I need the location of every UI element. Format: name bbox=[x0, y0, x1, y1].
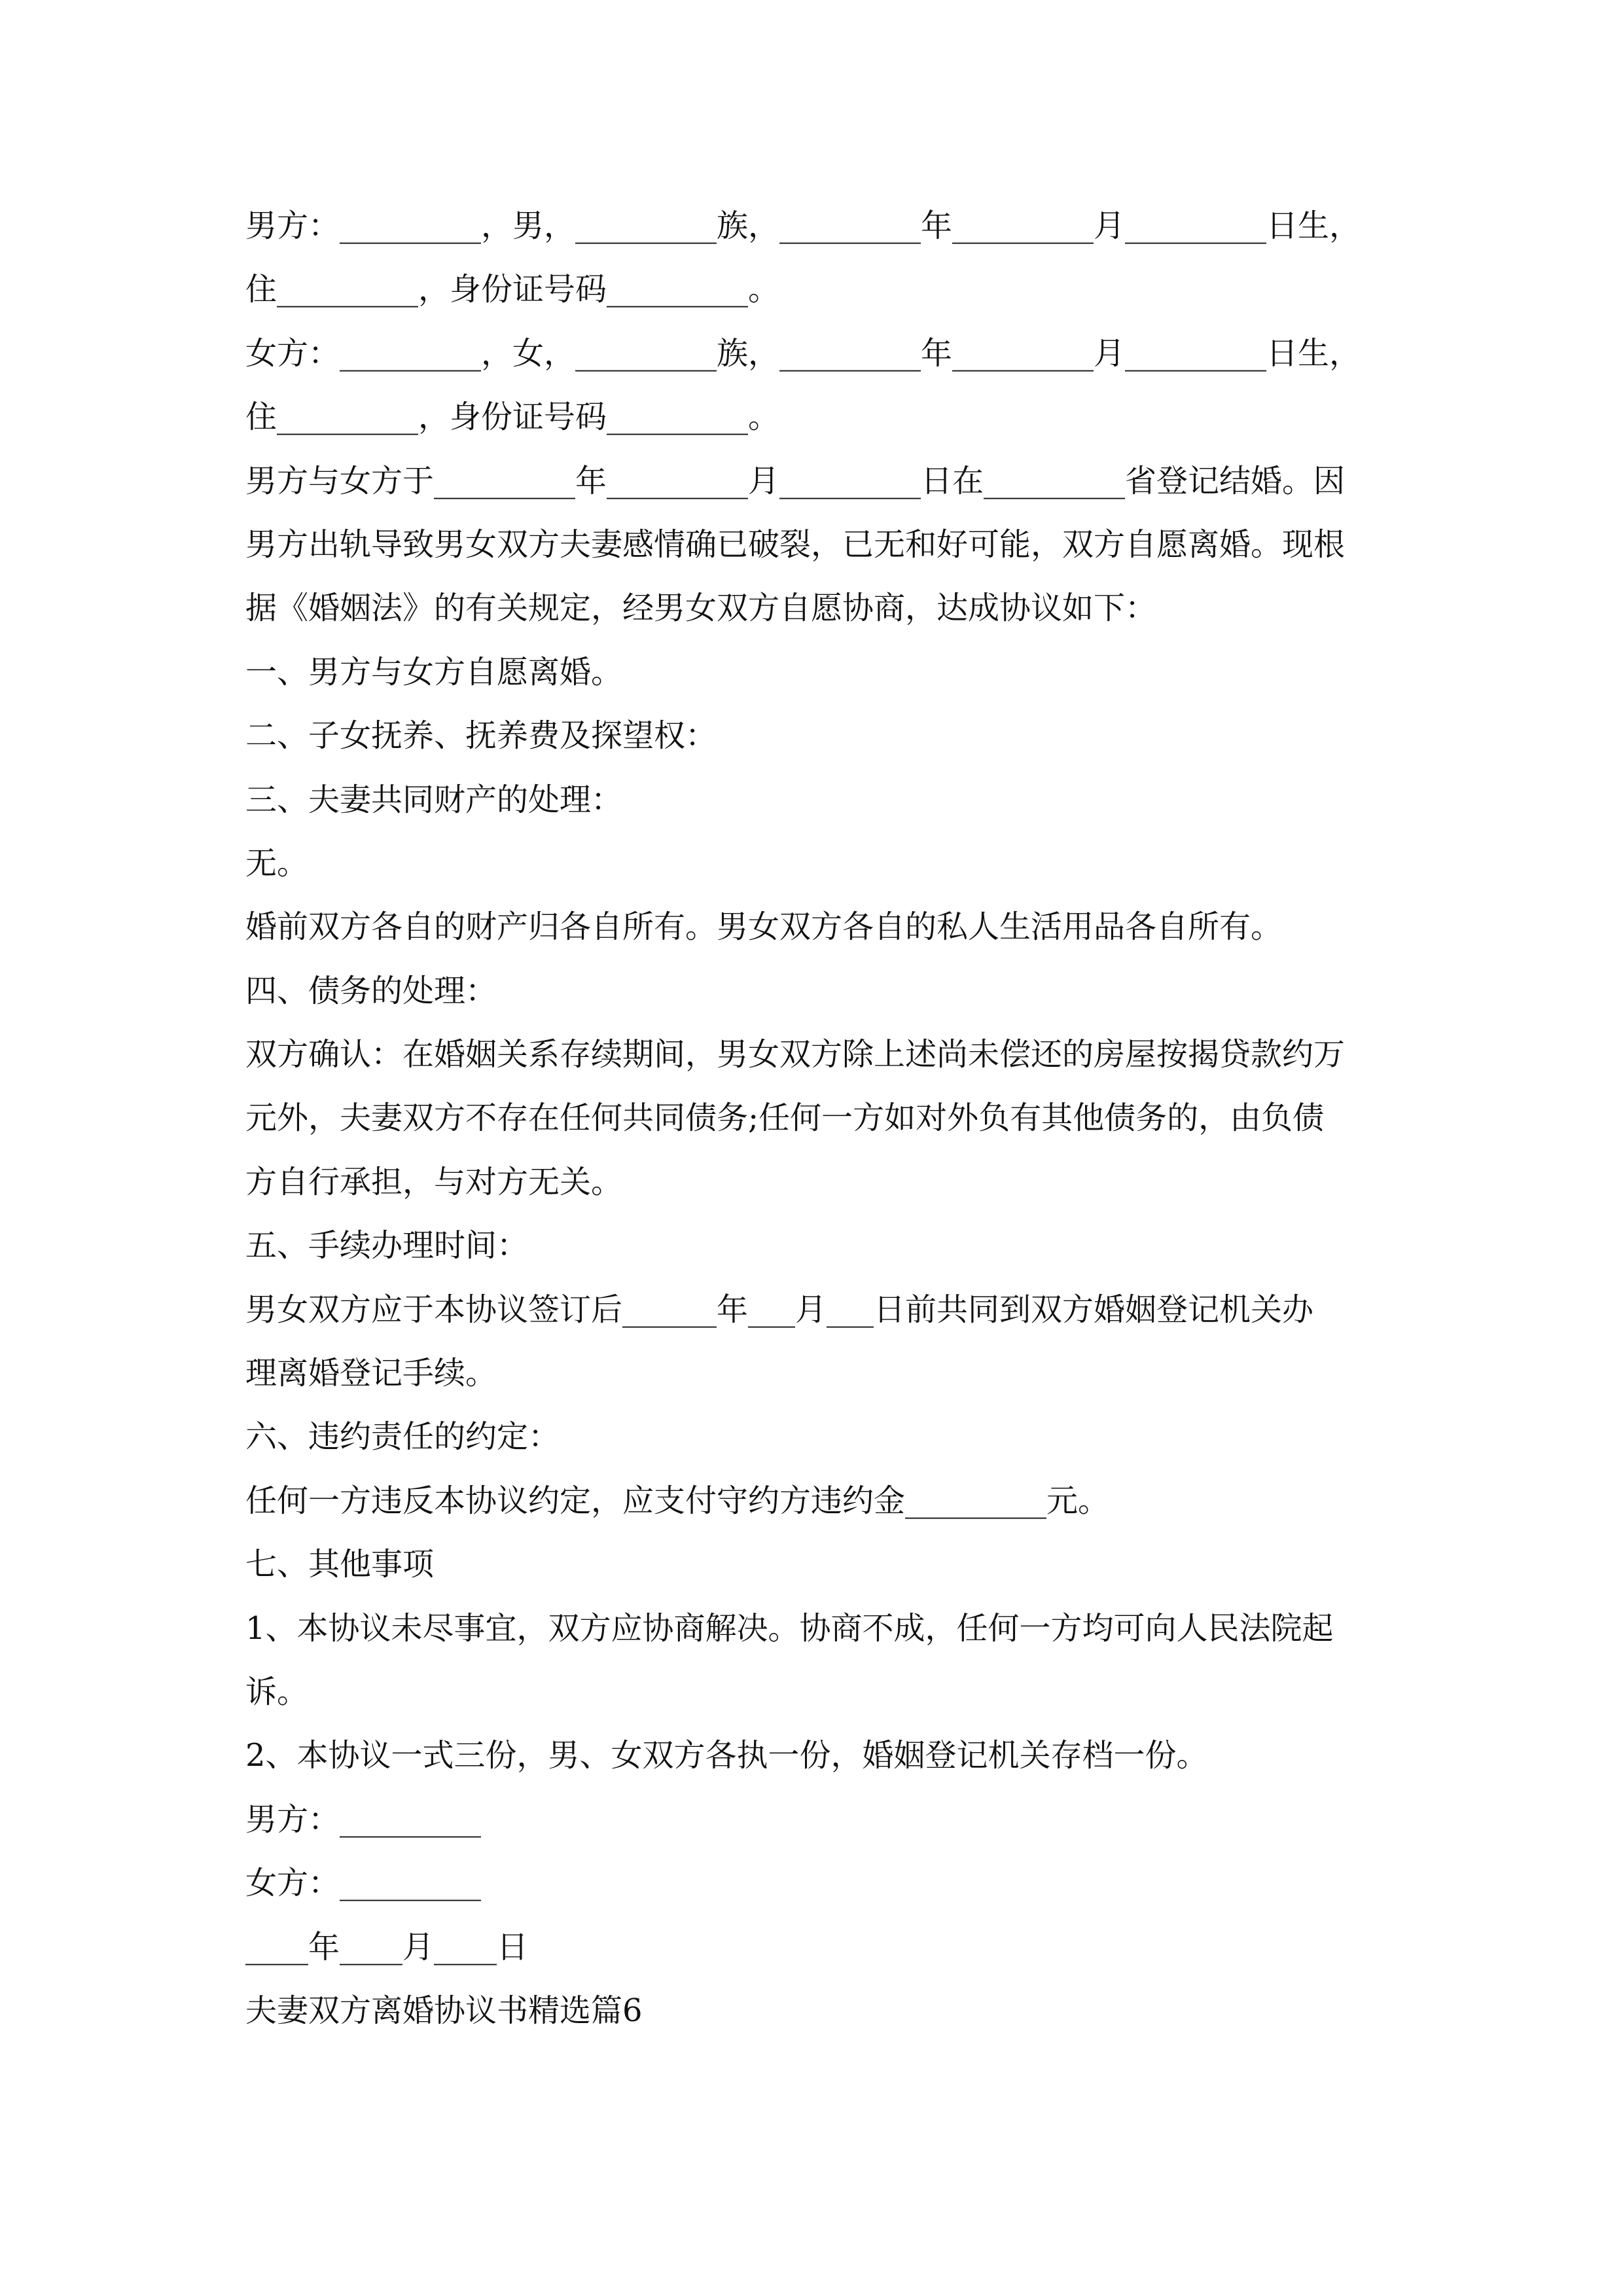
document-line: 男方：_________ bbox=[245, 1801, 482, 1838]
document-line: 夫妻双方离婚协议书精选篇6 bbox=[245, 1992, 643, 2029]
document-line: 一、男方与女方自愿离婚。 bbox=[245, 653, 623, 691]
document-line: 七、其他事项 bbox=[245, 1546, 435, 1583]
document-line: 任何一方违反本协议约定，应支付守约方违约金_________元。 bbox=[245, 1482, 1110, 1519]
document-line: 男方出轨导致男女双方夫妻感情确已破裂，已无和好可能，双方自愿离婚。现根 bbox=[245, 526, 1346, 563]
document-line: 诉。 bbox=[245, 1673, 309, 1710]
document-line: 女方：_________ bbox=[245, 1865, 482, 1902]
document-line: 据《婚姻法》的有关规定，经男女双方自愿协商，达成协议如下： bbox=[245, 590, 1157, 627]
document-line: 方自行承担，与对方无关。 bbox=[245, 1163, 623, 1200]
document-line: 四、债务的处理： bbox=[245, 972, 497, 1009]
document-line: 无。 bbox=[245, 844, 309, 882]
document-line: 住_________，身份证号码_________。 bbox=[245, 271, 780, 308]
document-line: 男女双方应于本协议签订后______年___月___日前共同到双方婚姻登记机关办 bbox=[245, 1291, 1314, 1328]
document-line: 三、夫妻共同财产的处理： bbox=[245, 781, 623, 818]
document-line: 元外，夫妻双方不存在任何共同债务;任何一方如对外负有其他债务的，由负债 bbox=[245, 1100, 1325, 1137]
document-line: 男方：_________，男，_________族，_________年_________月_________日生， bbox=[245, 207, 1361, 244]
document-line: 理离婚登记手续。 bbox=[245, 1355, 497, 1392]
document-line: 六、违约责任的约定： bbox=[245, 1418, 560, 1456]
document-line: 二、子女抚养、抚养费及探望权： bbox=[245, 717, 717, 755]
document-line: 五、手续办理时间： bbox=[245, 1227, 529, 1265]
document-line: 双方确认：在婚姻关系存续期间，男女双方除上述尚未偿还的房屋按揭贷款约万 bbox=[245, 1036, 1346, 1073]
document-line: 男方与女方于_________年_________月_________日在_________省登记结婚。因 bbox=[245, 462, 1346, 499]
document-line: 婚前双方各自的财产归各自所有。男女双方各自的私人生活用品各自所有。 bbox=[245, 908, 1283, 946]
document-line: 女方：_________，女，_________族，_________年_________月_________日生， bbox=[245, 334, 1361, 372]
document-line: ____年____月____日 bbox=[245, 1928, 529, 1965]
document-line: 1、本协议未尽事宜，双方应协商解决。协商不成，任何一方均可向人民法院起 bbox=[245, 1609, 1334, 1647]
document-body bbox=[245, 194, 1397, 2043]
document-line: 住_________，身份证号码_________。 bbox=[245, 399, 780, 436]
document-line: 2、本协议一式三份，男、女双方各执一份，婚姻登记机关存档一份。 bbox=[245, 1737, 1208, 1774]
